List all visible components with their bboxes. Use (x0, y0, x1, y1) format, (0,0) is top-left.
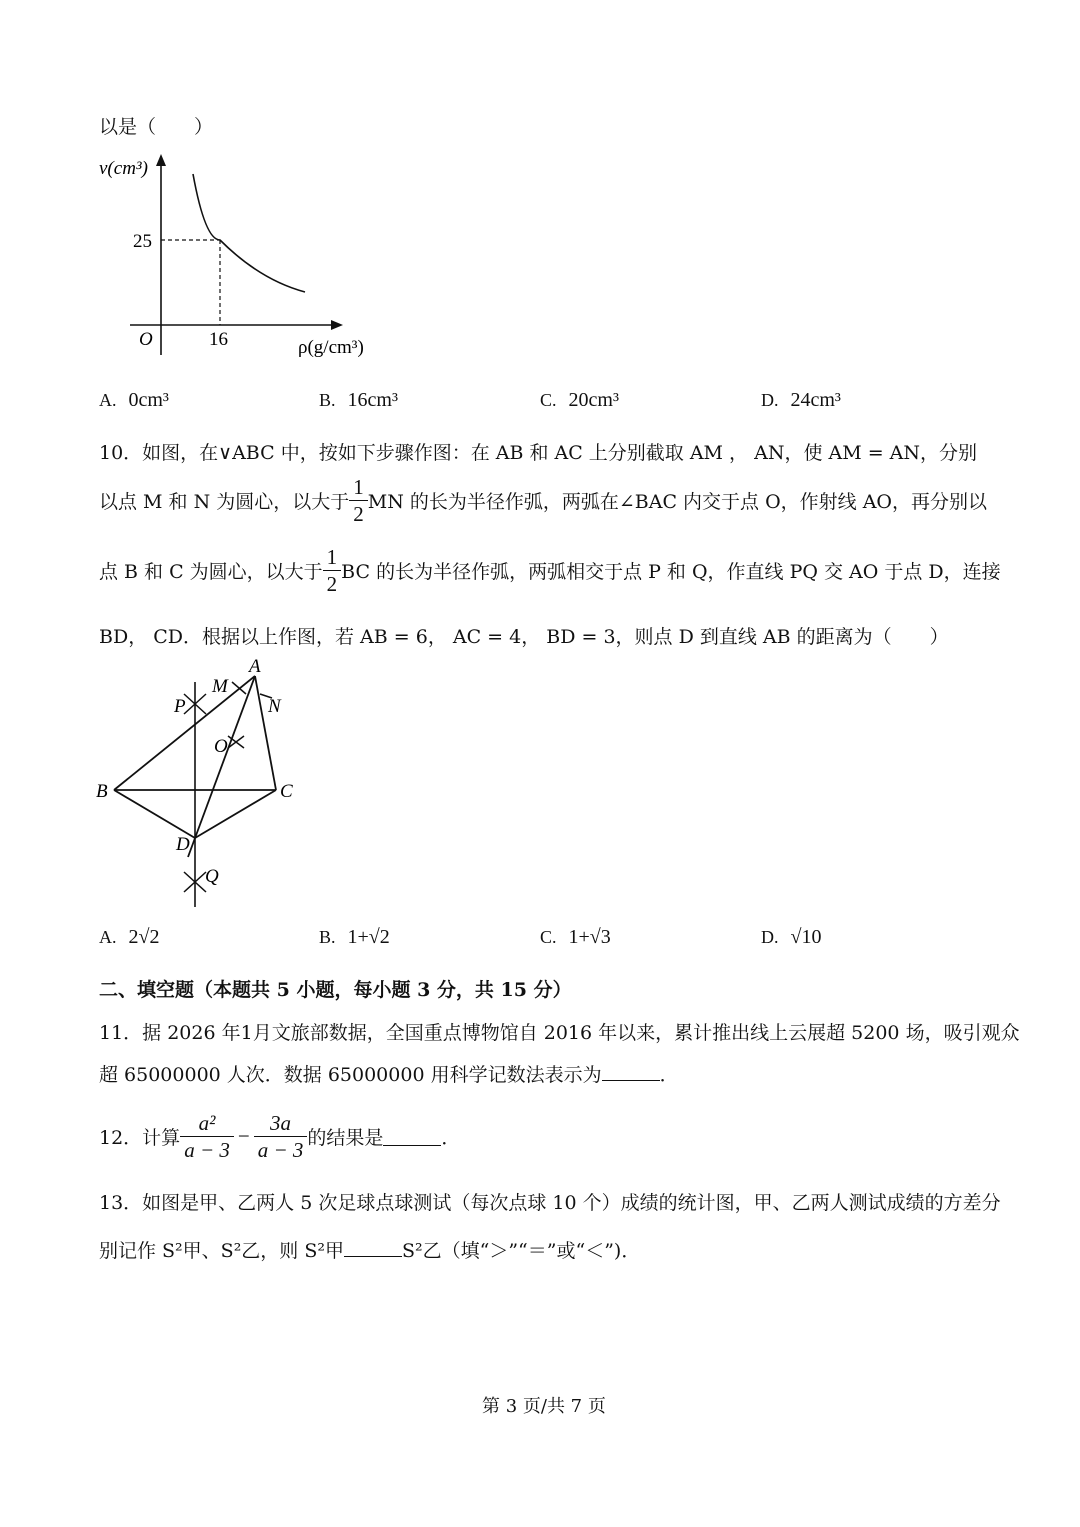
q9-option-c: C. 20cm³ (540, 389, 619, 411)
q9-option-b: B. 16cm³ (319, 389, 398, 411)
q10-line4: BD， CD．根据以上作图，若 AB = 6， AC = 4， BD = 3，则点 D 到直线 AB 的距离为（ ） (99, 626, 949, 648)
q13-line1: 13．如图是甲、乙两人 5 次足球点球测试（每次点球 10 个）成绩的统计图，甲、乙两人测试成绩的方差分 (99, 1192, 1001, 1214)
y-tick-label: 25 (133, 231, 152, 252)
label-a: A (249, 656, 261, 677)
q11-line2: 超 65000000 人次．数据 65000000 用科学记数法表示为 ． (99, 1064, 679, 1086)
label-q: Q (205, 866, 219, 887)
q10-line3: 点 B 和 C 为圆心，以大于 $\frac{1}{2}$ BC 的长为半径作弧，两弧相交于点 P 和 Q，作直线 PQ 交 AO 于点 D，连接 (99, 544, 1001, 596)
q9-option-a: A. 0cm³ (99, 389, 169, 411)
q11-line1: 11．据 2026 年1月文旅部数据，全国重点博物馆自 2016 年以来，累计推出线上云展超 5200 场，吸引观众 (99, 1022, 1020, 1044)
q9-stem-tail: 以是（ ） (99, 116, 214, 138)
q10-option-d: D. √10 (761, 926, 822, 948)
fraction-one-half: $\frac{1}{2}$ (349, 474, 368, 527)
label-d: D (176, 834, 190, 855)
fraction-3a: $\frac{3a}{a - 3}$ (254, 1110, 308, 1163)
q9-graph (95, 150, 395, 365)
q10-option-b: B. 1+√2 (319, 926, 390, 948)
q13-line2: 别记作 S²甲、S²乙，则 S²甲 S²乙（填“＞”“＝”或“＜”)． (99, 1240, 641, 1262)
fraction-a-squared: $\frac{\text{a²}}{a - 3}$ (180, 1110, 234, 1163)
label-c: C (280, 781, 293, 802)
label-m: M (212, 676, 228, 697)
fraction-one-half: $\frac{1}{2}$ (323, 544, 342, 597)
label-b: B (96, 781, 108, 802)
label-p: P (174, 696, 186, 717)
page-number: 第 3 页/共 7 页 (482, 1396, 606, 1417)
q9-option-d: D. 24cm³ (761, 389, 841, 411)
answer-blank[interactable] (344, 1238, 402, 1257)
origin-label: O (139, 329, 153, 350)
q10-option-a: A. 2√2 (99, 926, 160, 948)
y-axis-label: v(cm³) (99, 158, 148, 179)
q10-line2: 以点 M 和 N 为圆心，以大于 $\frac{1}{2}$ MN 的长为半径作弧，两弧在∠BAC 内交于点 O，作射线 AO，再分别以 (99, 474, 988, 526)
x-tick-label: 16 (209, 329, 228, 350)
label-n: N (268, 696, 281, 717)
q12-line: 12．计算 $\frac{\text{a²}}{a - 3}$ − $\frac{3a}{a - 3}$ 的结果是 ． (99, 1110, 461, 1162)
answer-blank[interactable] (602, 1062, 660, 1081)
q10-figure (92, 652, 312, 912)
x-axis-label: ρ(g/cm³) (298, 337, 364, 358)
section-heading: 二、填空题（本题共 5 小题，每小题 3 分，共 15 分） (99, 979, 572, 1001)
answer-blank[interactable] (383, 1127, 441, 1146)
q10-line1: 10．如图，在∨ABC 中，按如下步骤作图：在 AB 和 AC 上分别截取 AM ， AN，使 AM = AN，分别 (99, 442, 978, 464)
q10-option-c: C. 1+√3 (540, 926, 611, 948)
label-o: O (214, 736, 228, 757)
